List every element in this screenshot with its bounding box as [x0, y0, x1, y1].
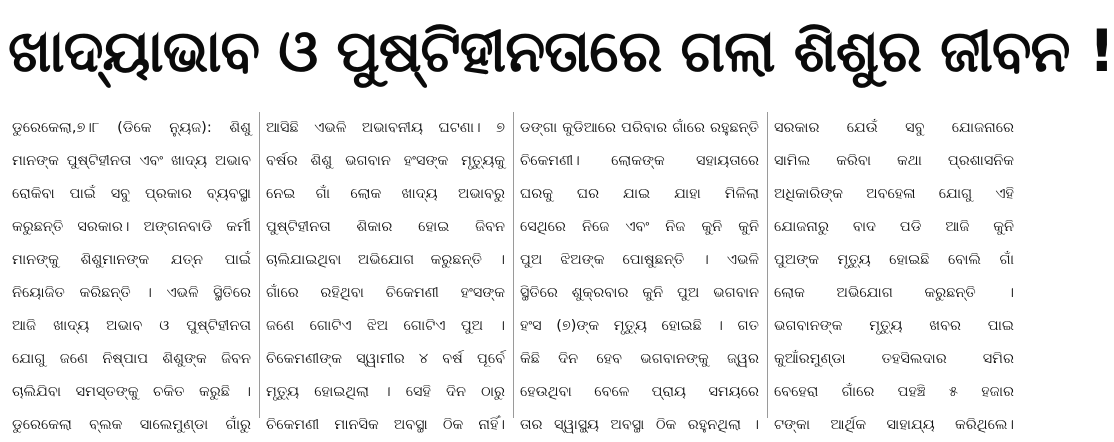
- article-body: [6, 112, 1024, 433]
- text-line: ବେହେରା ଗାଁରେ ପହଞ୍ଚି ୫ ହଜାର: [774, 384, 1014, 400]
- text-line: ରୋକିବା ପାଇଁ ସବୁ ପ୍ରକାର ବ୍ୟବସ୍ଥା: [12, 186, 251, 202]
- text-line: ପୁଅଙ୍କ ମୃତ୍ୟୁ ହୋଇଛି ବୋଲି ଗାଁ: [774, 252, 1014, 268]
- text-line: ଡୁରେକେଲା,୭।୮ (ଡିକେ ନ୍ୟୁଜ): ଶିଶୁ: [12, 120, 251, 136]
- text-line: ଆସିଛି ଏଭଳି ଅଭାବନୀୟ ଘଟଣା। ୭: [266, 120, 505, 136]
- text-line: ପୁଷ୍ଟିହୀନତା ଶିକାର ହୋଇ ଜିବନ: [266, 219, 505, 235]
- text-line: ଘରକୁ ଘର ଯାଇ ଯାହା ମିଳିଲା: [520, 186, 759, 202]
- article-column-4: [768, 112, 1022, 433]
- article-column-2: [260, 112, 514, 433]
- headline: ଖାଦ୍ୟାଭାବ ଓ ପୁଷ୍ଟିହୀନତାରେ ଗଲା ଶିଶୁର ଜୀବନ !: [8, 17, 1114, 85]
- text-line: ଲୋକ ଅଭିଯୋଗ କରୁଛନ୍ତି ।: [774, 285, 1014, 301]
- text-line: ସରକାର ଯେଉଁ ସବୁ ଯୋଜନାରେ: [774, 120, 1014, 136]
- text-line: ନିୟୋଜିତ କରିଛନ୍ତି । ଏଭଳି ସ୍ଥିତିରେ: [12, 285, 251, 301]
- text-line: ଗାଁରେ ରହିଥିବା ଚିକେମଣୀ ହଂସଙ୍କ: [266, 285, 505, 301]
- text-line: ଟଙ୍କା ଆର୍ଥିକ ସାହାଯ୍ୟ କରିଥିଲେ।: [774, 417, 1014, 433]
- text-line: ସ୍ଥିତିରେ ଶୁକ୍ରବାର କୁନି ପୁଅ ଭଗବାନ: [520, 285, 759, 301]
- text-line: ଆଜି ଖାଦ୍ୟ ଅଭାବ ଓ ପୁଷ୍ଟିହୀନତା: [12, 318, 251, 334]
- text-line: କିଛି ଦିନ ହେବ ଭଗବାନଙ୍କୁ ଜ୍ୱର: [520, 351, 759, 367]
- text-line: କରୁଛନ୍ତି ସରକାର। ଅଙ୍ଗନବାଡି କର୍ମୀ: [12, 219, 251, 235]
- text-line: ଡୁରେକେଲା ବ୍ଲକ ସାଲେମୁଣ୍ଡା ଗାଁରୁ: [12, 417, 251, 433]
- text-line: ଭଗବାନଙ୍କ ମୃତ୍ୟୁ ଖବର ପାଇ: [774, 318, 1014, 334]
- text-line: ମୃତ୍ୟୁ ହୋଇଥିଲା । ସେହି ଦିନ ଠାରୁ: [266, 384, 505, 400]
- text-line: ଚିକେମଣୀ। ଲୋକଙ୍କ ସହାୟତାରେ: [520, 153, 759, 169]
- text-line: ଡଙ୍ଗା କୁଡିଆରେ ପରିବାର ଗାଁରେ ରହୁଛନ୍ତି: [520, 120, 759, 136]
- text-line: କୁଆଁରମୁଣ୍ଡା ତହସିଲଦାର ସମିର: [774, 351, 1014, 367]
- text-line: ପୁଅ ଝିଅଙ୍କ ପୋଷୁଛନ୍ତି । ଏଭଳି: [520, 252, 759, 268]
- text-line: ଯୋଜନାରୁ ବାଦ ପଡି ଆଜି କୁନି: [774, 219, 1014, 235]
- text-line: ମାନଙ୍କୁ ଶିଶୁମାନଙ୍କ ଯତ୍ନ ପାଇଁ: [12, 252, 251, 268]
- text-line: ମାନଙ୍କ ପୁଷ୍ଟିହୀନତା ଏବଂ ଖାଦ୍ୟ ଅଭାବ: [12, 153, 251, 169]
- article-column-1: [6, 112, 260, 433]
- text-line: ଚାଲିଯାଇଥିବା ଅଭିଯୋଗ କରୁଛନ୍ତି ।: [266, 252, 505, 268]
- text-line: ଚାଲିଯିବା ସମସ୍ତଙ୍କୁ ଚକିତ କରୁଛି ।: [12, 384, 251, 400]
- text-line: ସାମିଲ କରିବା କଥା ପ୍ରଶାସନିକ: [774, 153, 1014, 169]
- text-line: ଜଣେ ଗୋଟିଏ ଝିଅ ଗୋଟିଏ ପୁଅ ।: [266, 318, 505, 334]
- text-line: ନେଇ ଗାଁ ଲୋକ ଖାଦ୍ୟ ଅଭାବରୁ: [266, 186, 505, 202]
- text-line: ବର୍ଷର ଶିଶୁ ଭଗବାନ ହଂସଙ୍କ ମୃତ୍ୟୁକୁ: [266, 153, 505, 169]
- text-line: ସେଥିରେ ନିଜେ ଏବଂ ନିଜ କୁନି କୁନି: [520, 219, 759, 235]
- text-line: ଚିକେମଣୀ ମାନସିକ ଅବସ୍ଥା ଠିକ ନାହିଁ।: [266, 417, 505, 433]
- article-column-3: [514, 112, 768, 433]
- text-line: ତାର ସ୍ୱାସ୍ଥ୍ୟ ଅବସ୍ଥା ଠିକ ରହୁନଥିଲା ।: [520, 417, 759, 433]
- text-line: ଚିକେମଣୀଙ୍କ ସ୍ୱାମୀର ୪ ବର୍ଷ ପୂର୍ବେ: [266, 351, 505, 367]
- text-line: ହେଉଥିବା ବେଳେ ପ୍ରାୟ ସମୟରେ: [520, 384, 759, 400]
- text-line: ହଂସ (୭)ଙ୍କ ମୃତ୍ୟୁ ହୋଇଛି । ଗତ: [520, 318, 759, 334]
- text-line: ଅଧିକାରିଙ୍କ ଅବହେଳା ଯୋଗୁ ଏହି: [774, 186, 1014, 202]
- text-line: ଯୋଗୁ ଜଣେ ନିଷ୍ପାପ ଶିଶୁଙ୍କ ଜିବନ: [12, 351, 251, 367]
